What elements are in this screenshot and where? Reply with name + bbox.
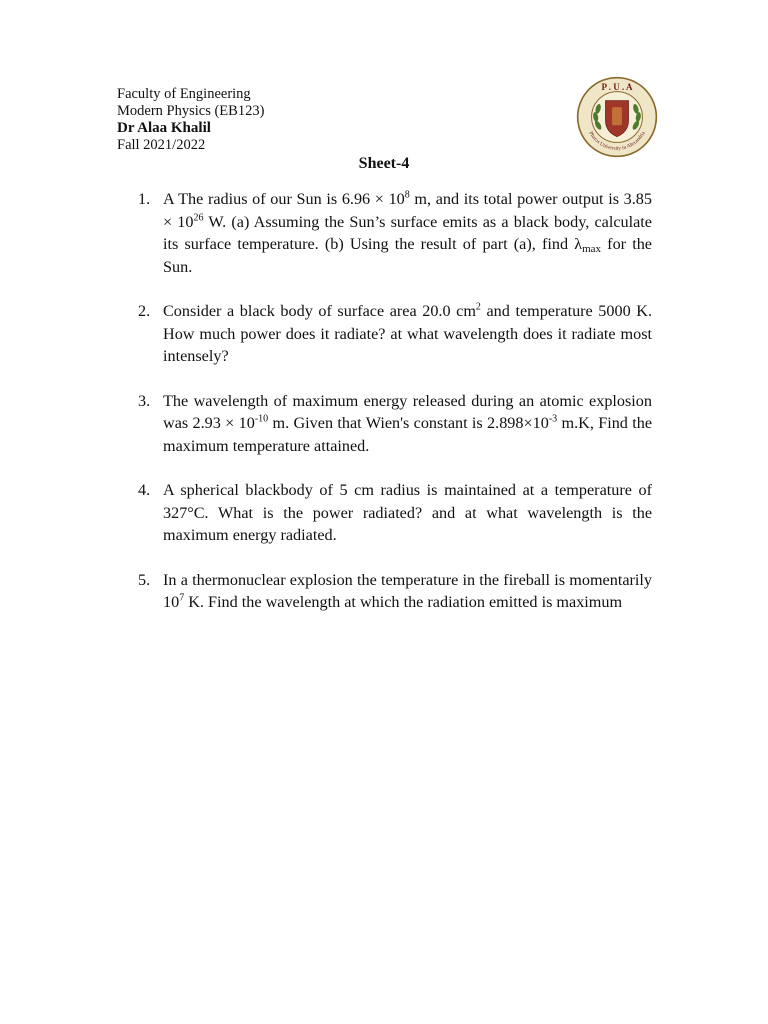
question-3: 3. The wavelength of maximum energy released during an atomic explosion was $2.93 \times 10^{-10}$ m. Given that Wien's constant is $2.898\times 10^{-3}$ m.K, Find the maximum temperature attained.	[138, 391, 653, 455]
faculty-name: Faculty of Engineering	[117, 86, 251, 102]
logo-top-text: P . U . A	[601, 81, 633, 92]
question-1: 1. A The radius of our Sun is $6.96 \times 10^8$ m, and its total power output is $3.85 \times 10^{26}$ W. (a) Assuming the Sun’s surface emits as a black body, calculate its surface temperature. (b) Using the result of part (a), find $\lambda_{max}$ for the Sun.	[138, 189, 652, 276]
course-name: Modern Physics (EB123)	[117, 103, 265, 119]
question-number: 1.	[138, 190, 151, 208]
question-2: 2. Consider a black body of surface area 20.0 $cm^2$ and temperature 5000 K. How much power does it radiate? at what wavelength does it radiate most intensely?	[138, 301, 652, 365]
instructor-name: Dr Alaa Khalil	[117, 120, 211, 136]
question-number: 3.	[138, 391, 151, 410]
question-number: 2.	[138, 302, 151, 320]
question-5: 5. In a thermonuclear explosion the temperature in the fireball is momentarily $10^7$ K. Find the wavelength at which the radiation emitted is maximum	[138, 570, 652, 611]
sheet-title: Sheet-4	[358, 155, 410, 172]
university-logo	[576, 76, 658, 158]
question-number: 4.	[138, 481, 151, 499]
question-4: 4. A spherical blackbody of 5 cm radius is maintained at a temperature of 327°C. What is the power radiated? and at what wavelength is the maximum energy radiated.	[138, 481, 652, 544]
question-number: 5.	[138, 570, 151, 589]
document-header	[117, 86, 264, 154]
logo-shield-figure	[612, 107, 622, 125]
question-list	[134, 188, 652, 636]
term-label: Fall 2021/2022	[117, 137, 206, 153]
logo-ring-text: Pharos University in Alexandria	[587, 130, 647, 152]
